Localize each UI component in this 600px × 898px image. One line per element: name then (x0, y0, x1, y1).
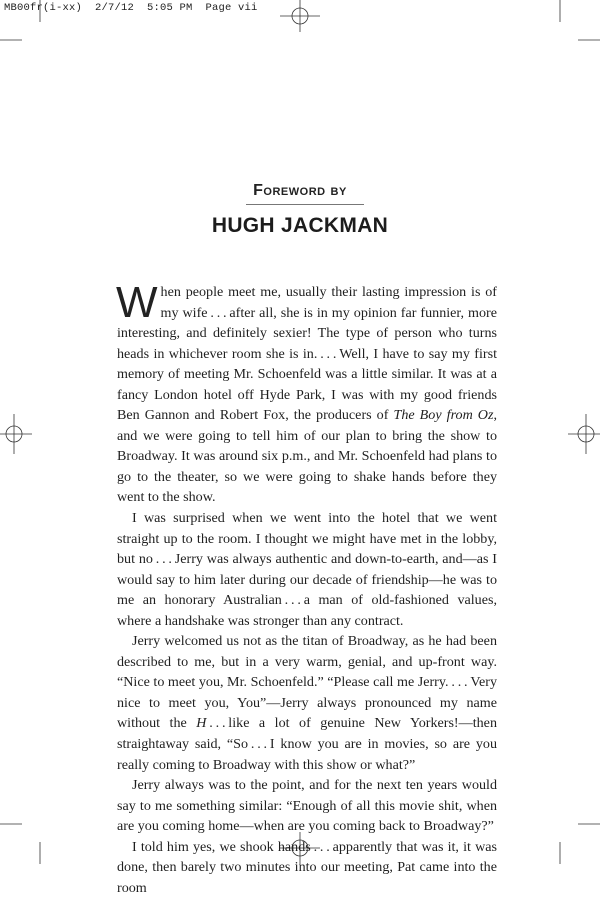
paragraph-2: I was surprised when we went into the hotel that we went straight up to the room. I thought we might have met in the lobby, but no . . . Jerry was always authentic and down-to-earth, and—as I would say to him later during our decade of friendship—he was to me an honorary Australian . . . a man of old-fashioned values, where a handshake was stronger than any contract. (117, 510, 497, 629)
registration-mark-right (568, 414, 600, 454)
registration-mark-left (0, 414, 32, 454)
paragraph-3-text-start: Jerry welcomed us not as the titan of Broadway, as he had been described to me, but in a very warm, genial, and up-front way. “Nice to meet you, Mr. Schoenfeld.” “Please call me Jerry. . . . Very nice to meet you, You”—Jerry always pronounced my name without the (117, 633, 497, 732)
registration-mark-top (280, 0, 320, 32)
crop-mark-bottom-left (0, 804, 60, 864)
paragraph-1-text-end: , and we were going to tell him of our plan to bring the show to Broadway. It was around six p.m., and Mr. Schoenfeld had plans to go to the theater, so we were going to shake hands before they went to the show. (117, 407, 498, 506)
crop-mark-top-right (540, 0, 600, 60)
print-slug-line: MB00fr(i-xx) 2/7/12 5:05 PM Page vii (4, 2, 258, 14)
foreword-body (116, 278, 498, 898)
crop-mark-top-left (0, 0, 60, 60)
show-title: The Boy from Oz (393, 407, 494, 424)
foreword-author-name: HUGH JACKMAN (211, 214, 389, 237)
letter-h: H (196, 715, 207, 732)
paragraph-3-text-end: . . . like a lot of genuine New Yorkers!—then straightaway said, “So . . . I know you are in movies, so are you really coming to Broadway with this show or what?” (117, 715, 497, 773)
paragraph-3 (117, 631, 497, 775)
heading-rule (246, 204, 364, 205)
drop-cap: W (116, 278, 158, 327)
foreword-kicker: Foreword by (253, 182, 347, 199)
paragraph-1 (116, 278, 498, 508)
paragraph-5: I told him yes, we shook hands . . . apparently that was it, it was done, then barely two minutes into our meeting, Pat came into the room (117, 838, 497, 896)
paragraph-1-text-start: hen people meet me, usually their lasting impression is of my wife . . . after all, she is in my opinion far funnier, more interesting, and definitely sexier! The type of person who turns heads in whichever room she is in. . . . Well, I have to say my first memory of meeting Mr. Schoenfeld was a little similar. It was at a fancy London hotel off Hyde Park, I was with my good friends Ben Gannon and Robert Fox, the producers of (117, 284, 497, 424)
paragraph-4: Jerry always was to the point, and for the next ten years would say to me something similar: “Enough of all this movie shit, when are you coming home—when are you coming back to Broadway?” (117, 777, 497, 835)
crop-mark-bottom-right (540, 804, 600, 864)
